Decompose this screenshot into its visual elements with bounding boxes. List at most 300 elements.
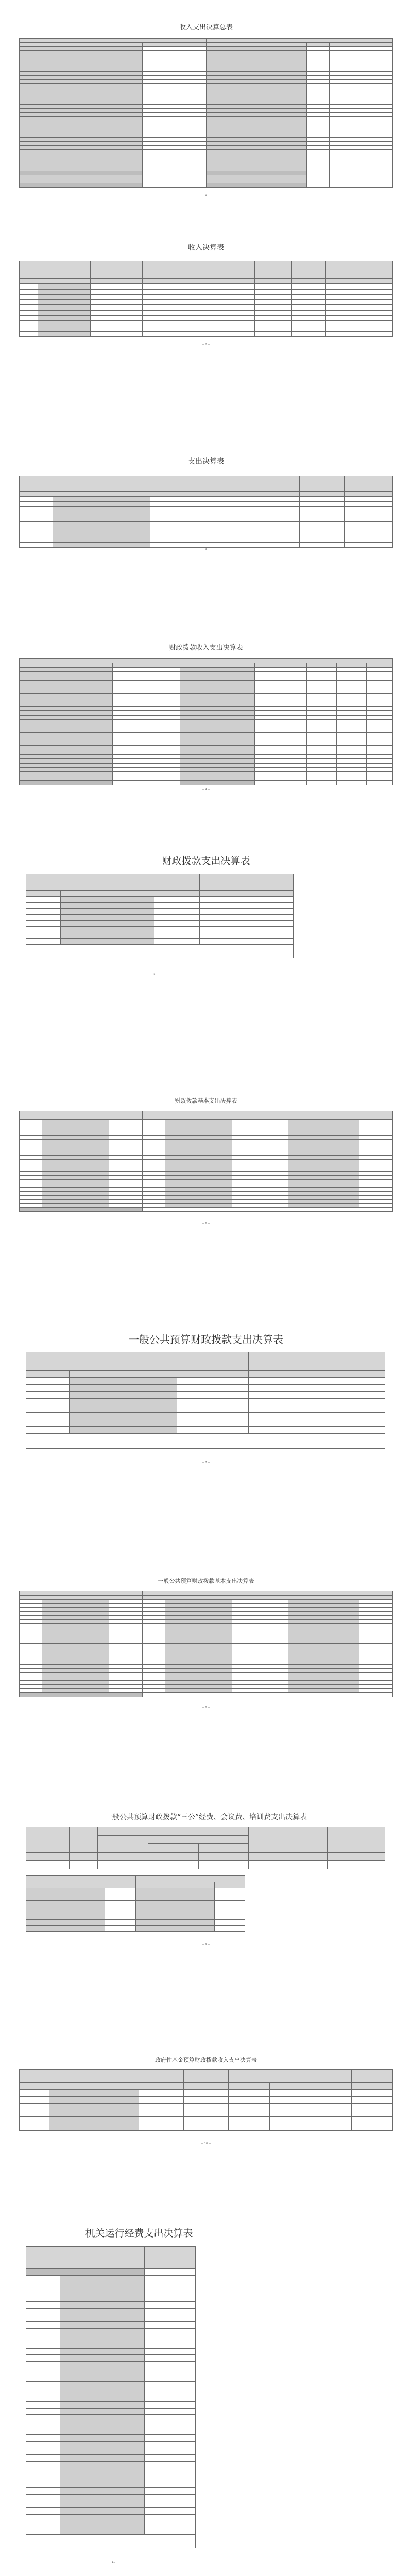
- table-cell: [145, 2395, 196, 2401]
- table-cell: [98, 1827, 249, 1836]
- table-cell: [145, 2315, 196, 2322]
- table-row: [20, 1119, 393, 1123]
- table-cell: [135, 767, 180, 771]
- table-cell: [367, 741, 393, 745]
- table-cell: [143, 1624, 165, 1628]
- table-header-row: [20, 1115, 393, 1119]
- table-cell: [109, 1648, 143, 1652]
- table-header-row: [20, 1591, 393, 1596]
- table-cell: [248, 908, 293, 914]
- table-cell: [217, 331, 255, 336]
- table-cell: [251, 537, 299, 543]
- table-cell: [177, 1378, 248, 1384]
- table-row: [20, 1155, 393, 1159]
- table-cell: [20, 733, 113, 737]
- table-cell: [53, 492, 150, 497]
- table-cell: [367, 720, 393, 724]
- table-header-row: [20, 476, 393, 492]
- table-cell: [206, 179, 307, 183]
- table-cell: [307, 63, 330, 67]
- table-row: [20, 183, 393, 187]
- table-cell: [42, 1607, 109, 1612]
- table-row: [26, 2315, 196, 2322]
- table-cell: [113, 676, 135, 680]
- table-cell: [26, 926, 61, 933]
- table-row: [26, 2395, 196, 2401]
- table-cell: [206, 88, 307, 92]
- table-cell: [42, 1135, 109, 1139]
- table-cell: [165, 1681, 232, 1685]
- table-cell: [206, 138, 307, 142]
- table-cell: [217, 294, 255, 299]
- table-row: [20, 715, 393, 719]
- table-cell: [42, 1188, 109, 1192]
- table-cell: [26, 1419, 70, 1426]
- table-cell: [42, 1171, 109, 1175]
- table-cell: [165, 1199, 232, 1204]
- section-fiscal-expense: [0, 853, 412, 977]
- table-cell: [143, 1656, 165, 1660]
- table-cell: [217, 300, 255, 305]
- table-cell: [165, 105, 206, 109]
- table-cell: [288, 1648, 359, 1652]
- table-cell: [113, 763, 135, 767]
- table-cell: [165, 72, 206, 76]
- table-cell: [105, 1913, 136, 1919]
- table-cell: [307, 179, 330, 183]
- table-cell: [359, 305, 392, 310]
- table-cell: [288, 1681, 359, 1685]
- table-cell: [143, 76, 165, 80]
- table-cell: [180, 754, 254, 758]
- table-cell: [288, 1636, 359, 1640]
- table-cell: [135, 1894, 214, 1901]
- table-cell: [109, 1612, 143, 1616]
- table-cell: [42, 1139, 109, 1143]
- table-cell: [277, 763, 307, 767]
- table-cell: [20, 1147, 42, 1151]
- table-cell: [143, 105, 165, 109]
- table-cell: [109, 1131, 143, 1135]
- table-cell: [113, 672, 135, 676]
- table-cell: [109, 1139, 143, 1143]
- table-row: [20, 175, 393, 179]
- table-cell: [135, 754, 180, 758]
- table-cell: [206, 142, 307, 146]
- table-cell: [109, 1636, 143, 1640]
- table-cell: [288, 1183, 359, 1188]
- table-cell: [254, 720, 277, 724]
- table-row: [20, 51, 393, 55]
- table-cell: [61, 891, 154, 897]
- table-cell: [26, 2528, 60, 2534]
- table-cell: [329, 51, 392, 55]
- table-row: [20, 63, 393, 67]
- table-cell: [26, 2468, 60, 2475]
- table-cell: [337, 663, 367, 667]
- table-row: [20, 1628, 393, 1632]
- table-cell: [42, 1151, 109, 1155]
- table-cell: [69, 1398, 177, 1405]
- table-cell: [20, 698, 113, 702]
- table-cell: [135, 750, 180, 754]
- table-cell: [38, 289, 91, 294]
- table-cell: [359, 321, 392, 326]
- table-cell: [229, 2124, 270, 2130]
- table-cell: [180, 750, 254, 754]
- table-cell: [307, 759, 337, 763]
- table-cell: [26, 1398, 70, 1405]
- table-cell: [135, 1925, 214, 1931]
- table-cell: [251, 506, 299, 512]
- table-cell: [165, 1171, 232, 1175]
- table-cell: [143, 300, 180, 305]
- table-cell: [42, 1179, 109, 1183]
- table-cell: [251, 532, 299, 537]
- page-number: — 11 —: [108, 2561, 118, 2564]
- table-cell: [206, 171, 307, 175]
- table-cell: [367, 728, 393, 733]
- table-cell: [329, 67, 392, 72]
- table-cell: [329, 109, 392, 113]
- table-cell: [329, 117, 392, 121]
- table-cell: [184, 2083, 229, 2090]
- table-cell: [26, 1352, 177, 1371]
- table-row: [20, 1636, 393, 1640]
- table-cell: [20, 720, 113, 724]
- table-cell: [165, 1163, 232, 1167]
- table-cell: [328, 1827, 385, 1853]
- table-cell: [232, 1159, 266, 1163]
- table-cell: [337, 772, 367, 776]
- table-cell: [165, 1183, 232, 1188]
- table-cell: [254, 681, 277, 685]
- table-cell: [329, 138, 392, 142]
- table-cell: [20, 496, 53, 501]
- table-row: [26, 896, 294, 903]
- table-cell: [266, 1199, 288, 1204]
- table-row: [20, 693, 393, 698]
- table-cell: [135, 724, 180, 728]
- table-cell: [206, 63, 307, 67]
- table-cell: [20, 685, 113, 689]
- table-cell: [165, 47, 206, 51]
- table-cell: [26, 2395, 60, 2401]
- table-cell: [337, 733, 367, 737]
- table-cell: [109, 1644, 143, 1648]
- table-cell: [26, 891, 61, 897]
- table-cell: [266, 1139, 288, 1143]
- table-cell: [109, 1672, 143, 1676]
- table-cell: [202, 527, 251, 532]
- table-cell: [232, 1620, 266, 1624]
- table-cell: [206, 96, 307, 100]
- table-cell: [299, 532, 344, 537]
- table-cell: [254, 767, 277, 771]
- table-cell: [251, 492, 299, 497]
- table-cell: [143, 1620, 165, 1624]
- table-cell: [249, 1419, 317, 1426]
- table-cell: [49, 2124, 139, 2130]
- table-row: [20, 1204, 393, 1208]
- table-cell: [60, 2488, 145, 2495]
- table-cell: [367, 759, 393, 763]
- table-header-row: [26, 1882, 245, 1888]
- table-cell: [113, 711, 135, 715]
- table-row: [26, 926, 294, 933]
- table-cell: [337, 745, 367, 750]
- table-cell: [307, 138, 330, 142]
- table-cell: [20, 310, 38, 315]
- table-cell: [359, 1119, 392, 1123]
- table-cell: [26, 2268, 145, 2275]
- table-row: [20, 537, 393, 543]
- table-cell: [206, 39, 393, 43]
- table-cell: [202, 522, 251, 527]
- table-cell: [135, 698, 180, 702]
- table-cell: [143, 284, 180, 289]
- table-cell: [20, 754, 113, 758]
- table-cell: [254, 750, 277, 754]
- table-cell: [20, 728, 113, 733]
- table-cell: [206, 51, 307, 55]
- table-row: [20, 100, 393, 105]
- table-cell: [145, 2461, 196, 2468]
- table-cell: [329, 133, 392, 138]
- table-cell: [38, 300, 91, 305]
- table-cell: [135, 702, 180, 706]
- table-cell: [143, 80, 165, 84]
- table-cell: [277, 702, 307, 706]
- table-cell: [143, 1692, 393, 1697]
- table-row: [20, 767, 393, 771]
- table-cell: [288, 1664, 359, 1668]
- table-cell: [254, 321, 292, 326]
- table-row: [26, 2501, 196, 2508]
- table-row: [26, 2461, 196, 2468]
- table-cell: [206, 125, 307, 129]
- table-cell: [165, 183, 206, 187]
- table-cell: [145, 2348, 196, 2355]
- table-cell: [165, 1640, 232, 1644]
- table-note: [26, 1433, 385, 1449]
- table-cell: [20, 279, 38, 284]
- table-cell: [359, 1183, 392, 1188]
- table-cell: [288, 1159, 359, 1163]
- table-cell: [325, 294, 359, 299]
- table-cell: [307, 105, 330, 109]
- table-cell: [60, 2368, 145, 2375]
- table-row: [20, 781, 393, 785]
- table-cell: [299, 522, 344, 527]
- table-cell: [109, 1668, 143, 1672]
- table-cell: [214, 1925, 245, 1931]
- table-cell: [90, 289, 143, 294]
- table-cell: [337, 781, 367, 785]
- table-cell: [200, 874, 248, 891]
- table-row: [20, 1656, 393, 1660]
- table-cell: [42, 1676, 109, 1681]
- table-cell: [266, 1188, 288, 1192]
- table-cell: [143, 1163, 165, 1167]
- table-cell: [202, 512, 251, 517]
- table-row: [26, 2382, 196, 2388]
- table-cell: [248, 939, 293, 945]
- table-cell: [109, 1676, 143, 1681]
- table-cell: [177, 1371, 248, 1378]
- table-cell: [292, 326, 325, 331]
- table-cell: [20, 1607, 42, 1612]
- table-cell: [26, 1888, 105, 1894]
- table-cell: [165, 1656, 232, 1660]
- table-cell: [288, 1123, 359, 1127]
- table-cell: [69, 1412, 177, 1419]
- table-cell: [20, 693, 113, 698]
- table-cell: [143, 1188, 165, 1192]
- table-cell: [20, 1603, 42, 1607]
- table-cell: [61, 921, 154, 927]
- table-cell: [180, 663, 254, 667]
- table-cell: [60, 2309, 145, 2315]
- table-row: [26, 2495, 196, 2501]
- table-row: [20, 512, 393, 517]
- table-cell: [202, 517, 251, 522]
- table-row: [26, 1412, 385, 1419]
- table-cell: [254, 698, 277, 702]
- table-cell: [288, 1167, 359, 1172]
- table-cell: [359, 1599, 392, 1603]
- table-cell: [109, 1199, 143, 1204]
- table-cell: [232, 1139, 266, 1143]
- table-cell: [352, 2096, 393, 2103]
- table-cell: [20, 183, 143, 187]
- table-cell: [145, 2401, 196, 2408]
- table-cell: [177, 1426, 248, 1433]
- table-cell: [26, 2475, 60, 2481]
- table-cell: [214, 1919, 245, 1925]
- table-cell: [26, 2448, 60, 2454]
- table-row: [20, 522, 393, 527]
- table-cell: [344, 543, 392, 548]
- table-cell: [143, 261, 180, 279]
- table-cell: [38, 279, 91, 284]
- table-cell: [325, 284, 359, 289]
- table-cell: [307, 96, 330, 100]
- table-cell: [26, 1919, 105, 1925]
- table-cell: [266, 1119, 288, 1123]
- table-row: [20, 76, 393, 80]
- table-cell: [135, 728, 180, 733]
- table-cell: [20, 672, 113, 676]
- table-cell: [105, 1901, 136, 1907]
- table-cell: [254, 715, 277, 719]
- table-row: [20, 506, 393, 512]
- table-cell: [232, 1636, 266, 1640]
- table-row: [20, 2090, 393, 2096]
- table-cell: [145, 2282, 196, 2289]
- table-cell: [217, 289, 255, 294]
- table-cell: [329, 150, 392, 154]
- table-cell: [20, 1135, 42, 1139]
- table-cell: [254, 689, 277, 693]
- table-cell: [266, 1159, 288, 1163]
- table-cell: [148, 1860, 198, 1869]
- table-cell: [42, 1685, 109, 1689]
- table-cell: [232, 1131, 266, 1135]
- table-cell: [42, 1640, 109, 1644]
- table-row: [20, 532, 393, 537]
- table-cell: [232, 1676, 266, 1681]
- table-cell: [367, 733, 393, 737]
- table-cell: [113, 667, 135, 671]
- table-cell: [232, 1155, 266, 1159]
- table-cell: [20, 294, 38, 299]
- table-cell: [143, 1115, 165, 1119]
- table-cell: [26, 2282, 60, 2289]
- table-cell: [206, 67, 307, 72]
- table-row: [20, 96, 393, 100]
- table-cell: [317, 1378, 385, 1384]
- table-cell: [367, 681, 393, 685]
- table-cell: [232, 1163, 266, 1167]
- table-cell: [113, 720, 135, 724]
- table-cell: [60, 2454, 145, 2461]
- table-cell: [42, 1660, 109, 1664]
- table-cell: [135, 663, 180, 667]
- data-table: [19, 38, 393, 188]
- table-cell: [135, 781, 180, 785]
- table-row: [20, 105, 393, 109]
- table-cell: [113, 767, 135, 771]
- table-cell: [165, 1607, 232, 1612]
- table-cell: [60, 2481, 145, 2488]
- table-cell: [288, 1135, 359, 1139]
- table-cell: [232, 1656, 266, 1660]
- table-cell: [69, 1827, 98, 1853]
- table-cell: [325, 310, 359, 315]
- data-table: [26, 874, 294, 945]
- table-cell: [367, 750, 393, 754]
- table-cell: [367, 667, 393, 671]
- table-cell: [26, 2315, 60, 2322]
- table-row: [20, 171, 393, 175]
- table-cell: [20, 724, 113, 728]
- table-cell: [20, 706, 113, 710]
- table-cell: [359, 1664, 392, 1668]
- table-cell: [180, 711, 254, 715]
- table-cell: [42, 1624, 109, 1628]
- table-cell: [329, 125, 392, 129]
- table-cell: [60, 2435, 145, 2442]
- table-cell: [206, 129, 307, 133]
- table-row: [20, 55, 393, 59]
- table-cell: [20, 150, 143, 154]
- table-cell: [143, 1155, 165, 1159]
- table-cell: [26, 939, 61, 945]
- table-cell: [165, 150, 206, 154]
- table-cell: [20, 1123, 42, 1127]
- table-cell: [145, 2262, 196, 2269]
- table-row: [20, 733, 393, 737]
- table-cell: [20, 1616, 42, 1620]
- table-cell: [90, 310, 143, 315]
- data-table: [26, 1352, 385, 1433]
- table-cell: [165, 1652, 232, 1656]
- table-cell: [329, 162, 392, 166]
- table-row: [20, 1191, 393, 1195]
- table-cell: [359, 1668, 392, 1672]
- table-cell: [249, 1860, 288, 1869]
